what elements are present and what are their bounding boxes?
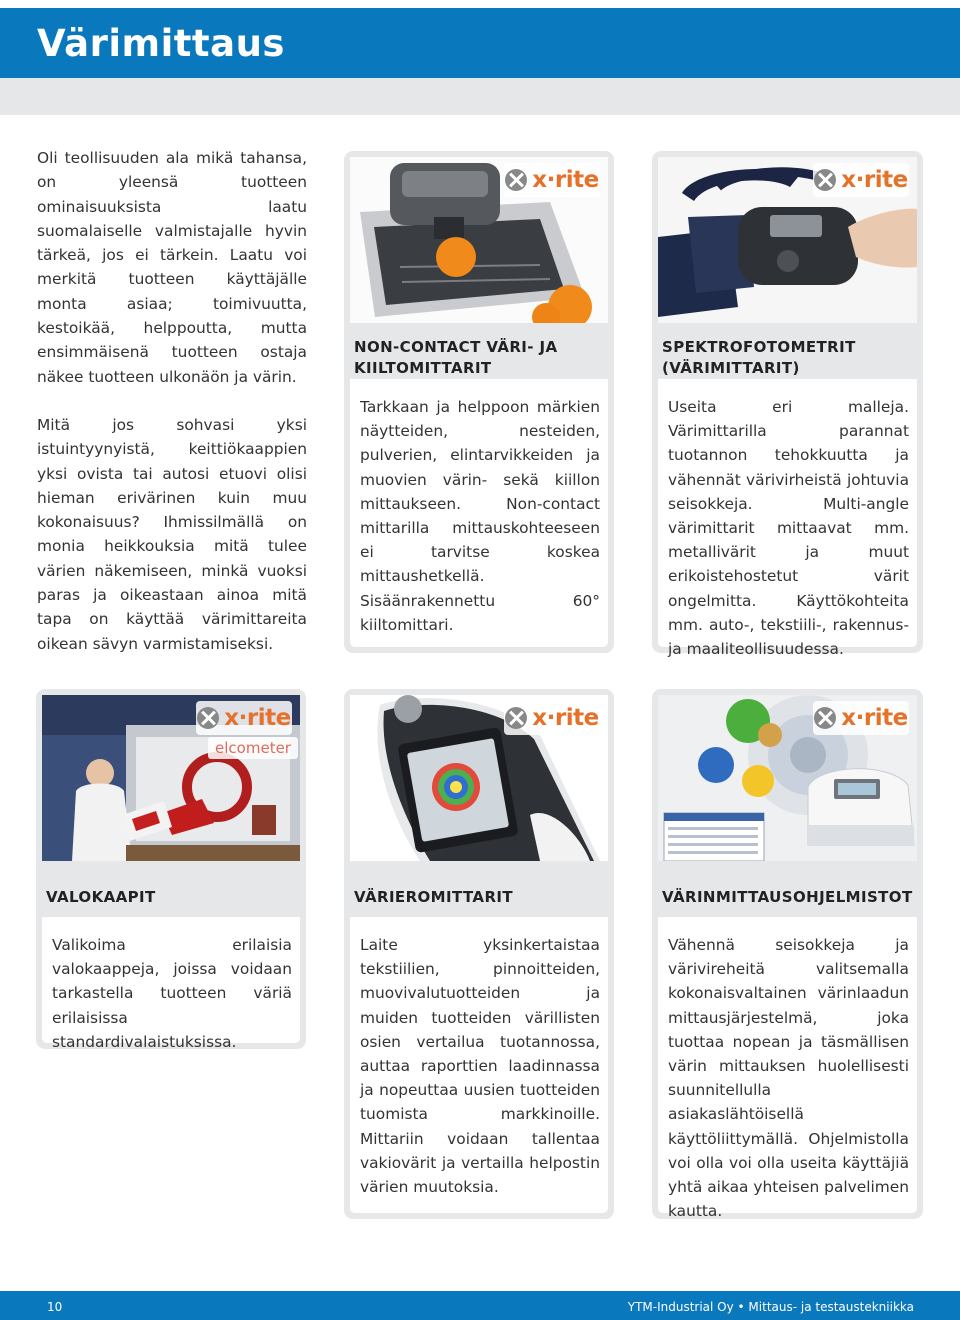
xrite-wordmark: x·rite xyxy=(224,705,291,731)
xrite-mark-icon xyxy=(197,707,219,729)
xrite-wordmark: x·rite xyxy=(841,167,908,193)
xrite-wordmark: x·rite xyxy=(532,705,599,731)
card-title: NON-CONTACT VÄRI- JA KIILTOMITTARIT xyxy=(354,338,558,377)
card-body: Useita eri malleja. Värimittarilla parannat tuotannon tehokkuutta ja vähennät värivirheistä johtuvia seisokkeja. Multi-angle värimittarit mittaavat mm. metallivärit ja muut erikoistehostetut värit ongelmitta. Käyttökohteita mm. auto-, tekstiili-, rakennus- ja maaliteollisuudessa. xyxy=(668,398,909,659)
spectrophotometer-image xyxy=(658,157,917,323)
xrite-wordmark: x·rite xyxy=(532,167,599,193)
header-grey-band xyxy=(0,78,960,115)
intro-text xyxy=(37,146,307,680)
non-contact-meter-image xyxy=(350,157,608,323)
xrite-wordmark: x·rite xyxy=(841,705,908,731)
card-body: Tarkkaan ja helppoon märkien näytteiden, nesteiden, pulverien, elintarvikkeiden ja muovien värin- sekä kiillon mittaukseen. Non-contact mittarilla mittauskohteeseen ei tarvitse koskea mittaushetkellä. Sisäänrakennettu 60° kiiltomittari. xyxy=(360,398,600,634)
xrite-logo xyxy=(504,163,600,197)
page-footer xyxy=(0,1291,960,1320)
xrite-mark-icon xyxy=(505,169,527,191)
xrite-mark-icon xyxy=(814,707,836,729)
page-title: Värimittaus xyxy=(37,22,285,65)
page-number: 10 xyxy=(47,1300,63,1314)
card-body: Vähennä seisokkeja ja värivireheitä valitsemalla kokonaisvaltainen värinlaadun mittausjärjestelmä, joka tuottaa nopean ja täsmällisen värin mittauksen huolellisesti suunnitellulla asiakaslähtöisellä käyttöliittymällä. Ohjelmistolla voi olla voi olla useita käyttäjiä yhtä aikaa yhteisen palvelimen kautta. xyxy=(668,936,909,1221)
card-valokaapit xyxy=(36,689,306,1049)
elcometer-wordmark: elcometer xyxy=(215,739,291,757)
card-body: Laite yksinkertaistaa tekstiilien, pinnoitteiden, muovivalutuotteiden ja muiden tuotteiden värillisten osien vertailua tuotannossa, auttaa raporttien laadinnassa ja nopeuttaa uusien tuotteiden tuomista markkinoille. Mittariin voidaan tallentaa vakiovärit ja vertailla helpostin värien muutoksia. xyxy=(360,936,600,1197)
xrite-mark-icon xyxy=(814,169,836,191)
card-body: Valikoima erilaisia valokaappeja, joissa voidaan tarkastella tuotteen väriä erilaisissa standardivalaistuksissa. xyxy=(52,936,292,1051)
intro-paragraph-2: Mitä jos sohvasi yksi istuintyynyistä, keittiökaappien yksi ovista tai autosi etuovi olisi hieman erivärinen kuin muu kokonaisuus? Ihmissilmällä on monia heikkouksia mitä tulee värien näkemiseen, minkä vuoksi paras ja oikeastaan ainoa mitä tapa on käyttää värimittareita oikean sävyn varmistamiseksi. xyxy=(37,415,307,653)
card-title: VÄRIEROMITTARIT xyxy=(354,888,514,906)
xrite-logo xyxy=(813,163,909,197)
elcometer-logo xyxy=(208,737,298,759)
xrite-logo xyxy=(196,701,292,735)
xrite-logo xyxy=(504,701,600,735)
company-name: YTM-Industrial Oy • Mittaus- ja testaustekniikka xyxy=(627,1300,914,1314)
intro-paragraph-1: Oli teollisuuden ala mikä tahansa, on yleensä tuotteen ominaisuuksista laatu suomalaiselle valmistajalle hyvin tärkeä, jos ei tärkein. Laatu voi merkitä tuotteen käyttäjälle monta asiaa; toimivuutta, kestoikää, helppoutta, mutta ensimmäisenä tuotteen ostaja näkee tuotteen ulkonäön ja värin. xyxy=(37,149,307,386)
xrite-mark-icon xyxy=(505,707,527,729)
color-software-image xyxy=(658,695,917,861)
card-title: VÄRINMITTAUSOHJELMISTOT xyxy=(662,888,913,906)
page-header xyxy=(0,8,960,78)
card-title: VALOKAAPIT xyxy=(46,888,156,906)
card-varieromittarit xyxy=(344,689,614,1219)
xrite-logo xyxy=(813,701,909,735)
card-varinmittausohjelmistot xyxy=(652,689,923,1219)
light-booth-image xyxy=(42,695,300,861)
card-non-contact xyxy=(344,151,614,653)
card-spektrofotometrit xyxy=(652,151,923,659)
card-title: SPEKTROFOTOMETRIT (VÄRIMITTARIT) xyxy=(662,338,856,377)
color-difference-meter-image xyxy=(350,695,608,861)
